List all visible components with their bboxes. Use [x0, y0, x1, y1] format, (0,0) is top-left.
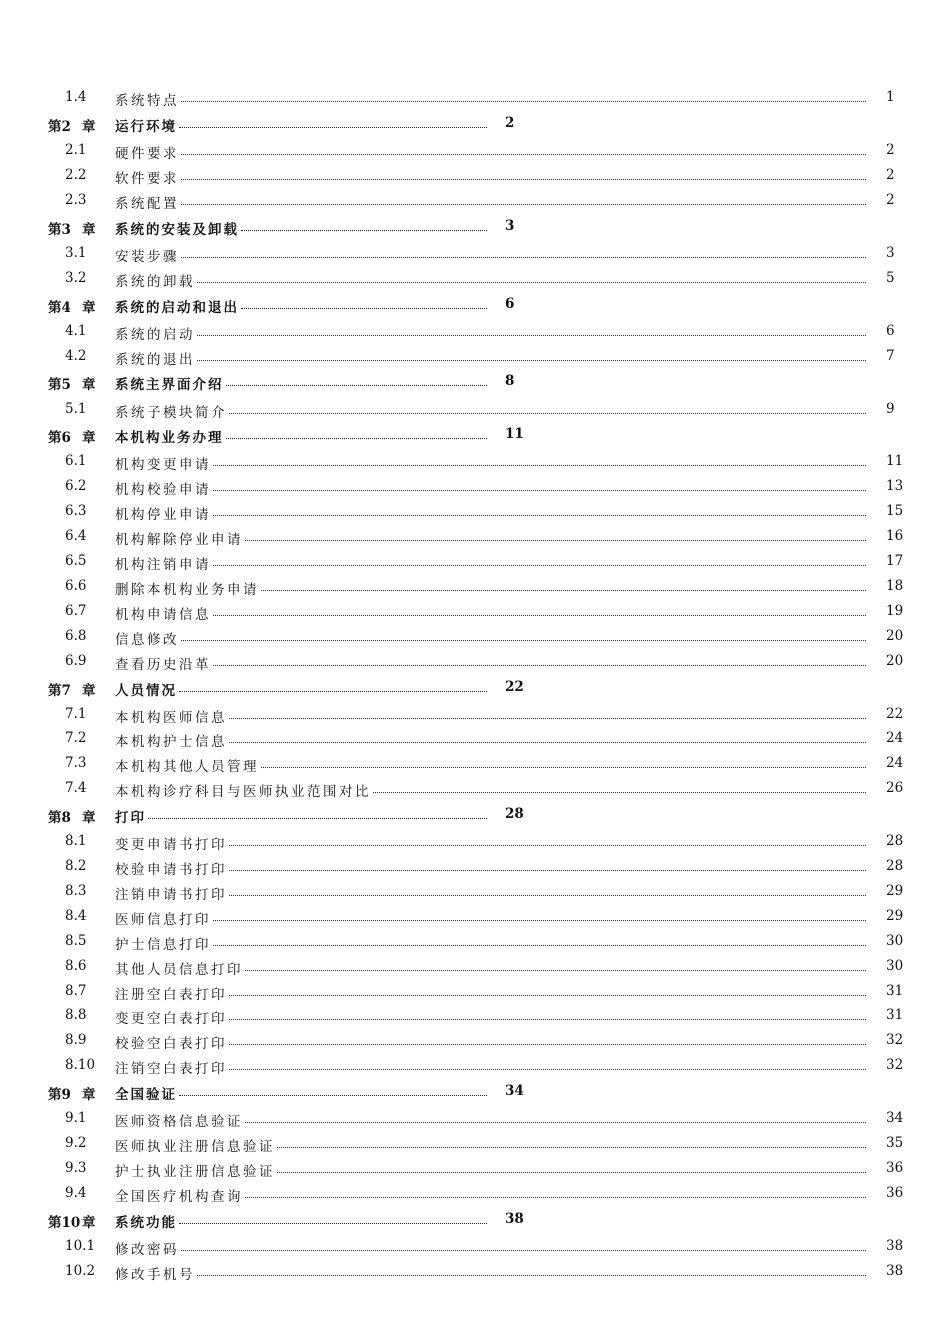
- dot-leader: [181, 257, 866, 258]
- section-number: 7.3: [65, 755, 87, 772]
- section-number: 6.6: [65, 577, 87, 594]
- page-number: 3: [505, 217, 515, 234]
- page-number: 2: [886, 191, 895, 208]
- dot-leader: [197, 335, 866, 336]
- chapter-label: 章: [82, 299, 96, 316]
- toc-chapter-entry[interactable]: [0, 213, 950, 241]
- page-number: 30: [886, 957, 904, 974]
- toc-section-entry[interactable]: [0, 1156, 950, 1181]
- dot-leader: [179, 1223, 487, 1224]
- toc-section-entry[interactable]: [0, 599, 950, 624]
- page-number: 31: [886, 1007, 904, 1024]
- page-number: 19: [886, 602, 904, 619]
- dot-leader: [213, 515, 866, 516]
- chapter-title: 系统的安装及卸载: [115, 221, 239, 238]
- toc-section-entry[interactable]: [0, 776, 950, 801]
- section-title: 其他人员信息打印: [115, 961, 243, 978]
- toc-section-entry[interactable]: [0, 549, 950, 574]
- section-title: 全国医疗机构查询: [115, 1188, 243, 1205]
- toc-section-entry[interactable]: [0, 726, 950, 751]
- section-number: 8.4: [65, 907, 87, 924]
- page-number: 34: [886, 1110, 904, 1127]
- section-number: 8.5: [65, 932, 87, 949]
- section-title: 查看历史沿革: [115, 656, 211, 673]
- section-title: 注销申请书打印: [115, 887, 227, 904]
- dot-leader: [229, 1044, 866, 1045]
- section-title: 修改密码: [115, 1241, 179, 1258]
- page-number: 28: [886, 858, 904, 875]
- page-number: 11: [886, 453, 904, 470]
- page-number: 24: [886, 730, 904, 747]
- page-number: 16: [886, 528, 904, 545]
- section-title: 系统的卸载: [115, 273, 195, 290]
- section-title: 机构停业申请: [115, 507, 211, 524]
- dot-leader: [229, 845, 866, 846]
- section-title: 机构注销申请: [115, 557, 211, 574]
- dot-leader: [213, 665, 866, 666]
- section-title: 变更申请书打印: [115, 837, 227, 854]
- page-number: 26: [886, 780, 904, 797]
- section-number: 8.8: [65, 1007, 87, 1024]
- section-number: 3.2: [65, 269, 87, 286]
- section-title: 医师资格信息验证: [115, 1114, 243, 1131]
- section-number: 7.1: [65, 705, 87, 722]
- section-title: 机构变更申请: [115, 457, 211, 474]
- dot-leader: [277, 1147, 866, 1148]
- toc-chapter-entry[interactable]: [0, 1206, 950, 1234]
- section-title: 信息修改: [115, 631, 179, 648]
- toc-section-entry[interactable]: [0, 344, 950, 369]
- page-number: 34: [505, 1083, 524, 1100]
- page-number: 17: [886, 553, 904, 570]
- page-number: 1: [886, 89, 895, 105]
- dot-leader: [181, 1250, 866, 1251]
- section-number: 9.2: [65, 1135, 87, 1152]
- page-number: 35: [886, 1135, 904, 1152]
- toc-section-entry[interactable]: [0, 524, 950, 549]
- page-number: 24: [886, 755, 904, 772]
- toc-section-entry[interactable]: [0, 1003, 950, 1028]
- section-title: 医师信息打印: [115, 911, 211, 928]
- dot-leader: [245, 1122, 866, 1123]
- chapter-number: 第10: [48, 1214, 81, 1231]
- chapter-number: 第2: [48, 118, 71, 135]
- chapter-number: 第3: [48, 221, 71, 238]
- dot-leader: [213, 565, 866, 566]
- section-number: 8.9: [65, 1032, 87, 1049]
- toc-section-entry[interactable]: [0, 449, 950, 474]
- section-number: 10.1: [65, 1237, 96, 1254]
- dot-leader: [245, 970, 866, 971]
- dot-leader: [179, 127, 487, 128]
- page-number: 38: [886, 1262, 904, 1279]
- dot-leader: [245, 540, 866, 541]
- toc-section-entry[interactable]: [0, 854, 950, 879]
- section-number: 6.5: [65, 553, 87, 570]
- page-number: 38: [505, 1210, 524, 1227]
- dot-leader: [229, 1019, 866, 1020]
- toc-section-entry[interactable]: [0, 138, 950, 163]
- section-title: 校验空白表打印: [115, 1036, 227, 1053]
- chapter-number: 第4: [48, 299, 71, 316]
- dot-leader: [229, 1069, 866, 1070]
- page-number: 13: [886, 478, 904, 495]
- dot-leader: [181, 640, 866, 641]
- page-number: 28: [886, 833, 904, 850]
- section-title: 修改手机号: [115, 1266, 195, 1283]
- page-number: 32: [886, 1032, 904, 1049]
- page-number: 18: [886, 577, 904, 594]
- page-number: 15: [886, 503, 904, 520]
- dot-leader: [261, 767, 866, 768]
- page-number: 38: [886, 1237, 904, 1254]
- dot-leader: [229, 413, 866, 414]
- page-number: 22: [505, 678, 524, 695]
- page-number: 6: [886, 322, 895, 339]
- dot-leader: [197, 360, 866, 361]
- dot-leader: [213, 945, 866, 946]
- toc-section-entry[interactable]: [0, 241, 950, 266]
- page-number: 36: [886, 1160, 904, 1177]
- page-number: 20: [886, 627, 904, 644]
- section-number: 9.1: [65, 1110, 87, 1127]
- toc-section-entry[interactable]: [0, 1028, 950, 1053]
- chapter-label: 章: [82, 682, 96, 699]
- page-number: 20: [886, 652, 904, 669]
- page-number: 11: [505, 426, 524, 443]
- section-number: 10.2: [65, 1262, 96, 1279]
- toc-section-entry[interactable]: [0, 188, 950, 213]
- dot-leader: [213, 615, 866, 616]
- page-number: 2: [886, 141, 895, 158]
- section-title: 安装步骤: [115, 248, 179, 265]
- dot-leader: [261, 590, 866, 591]
- dot-leader: [148, 818, 487, 819]
- section-number: 6.4: [65, 528, 87, 545]
- dot-leader: [245, 1197, 866, 1198]
- section-number: 3.1: [65, 244, 87, 261]
- dot-leader: [197, 1275, 866, 1276]
- dot-leader: [181, 204, 866, 205]
- toc-section-entry[interactable]: [0, 1106, 950, 1131]
- section-number: 1.4: [65, 89, 87, 105]
- section-number: 6.1: [65, 453, 87, 470]
- toc-section-entry[interactable]: [0, 702, 950, 727]
- toc-section-entry[interactable]: [0, 1234, 950, 1259]
- section-title: 系统的退出: [115, 351, 195, 368]
- section-title: 硬件要求: [115, 145, 179, 162]
- page-number: 5: [886, 269, 895, 286]
- dot-leader: [181, 101, 866, 102]
- chapter-title: 全国验证: [115, 1087, 177, 1104]
- page-number: 9: [886, 400, 895, 417]
- page-number: 28: [505, 806, 524, 823]
- page-number: 29: [886, 907, 904, 924]
- chapter-label: 章: [82, 118, 96, 135]
- dot-leader: [213, 465, 866, 466]
- section-number: 2.3: [65, 191, 87, 208]
- section-number: 9.4: [65, 1184, 87, 1201]
- dot-leader: [229, 718, 866, 719]
- page-number: 30: [886, 932, 904, 949]
- dot-leader: [197, 282, 866, 283]
- section-title: 护士执业注册信息验证: [115, 1164, 275, 1181]
- section-title: 系统的启动: [115, 326, 195, 343]
- chapter-title: 打印: [115, 810, 146, 827]
- toc-chapter-entry[interactable]: [0, 421, 950, 449]
- toc-section-entry[interactable]: [0, 879, 950, 904]
- toc-section-entry[interactable]: [0, 1131, 950, 1156]
- section-number: 8.6: [65, 957, 87, 974]
- toc-section-entry[interactable]: [0, 266, 950, 291]
- toc-section-entry[interactable]: [0, 929, 950, 954]
- section-number: 2.1: [65, 141, 87, 158]
- chapter-label: 章: [82, 221, 96, 238]
- toc-section-entry[interactable]: [0, 649, 950, 674]
- section-number: 7.4: [65, 780, 87, 797]
- toc-section-entry[interactable]: [0, 319, 950, 344]
- section-number: 8.2: [65, 858, 87, 875]
- section-number: 7.2: [65, 730, 87, 747]
- chapter-title: 系统的启动和退出: [115, 299, 239, 316]
- toc-section-entry[interactable]: [0, 829, 950, 854]
- section-number: 6.2: [65, 478, 87, 495]
- chapter-label: 章: [82, 377, 96, 394]
- dot-leader: [213, 920, 866, 921]
- dot-leader: [229, 895, 866, 896]
- section-number: 4.1: [65, 322, 87, 339]
- chapter-number: 第7: [48, 682, 71, 699]
- toc-section-entry[interactable]: [0, 474, 950, 499]
- dot-leader: [213, 490, 866, 491]
- section-number: 4.2: [65, 347, 87, 364]
- section-title: 本机构其他人员管理: [115, 759, 259, 776]
- section-title: 机构解除停业申请: [115, 532, 243, 549]
- toc-chapter-entry[interactable]: [0, 801, 950, 829]
- page-number: 3: [886, 244, 895, 261]
- page-number: 31: [886, 982, 904, 999]
- toc-section-entry[interactable]: [0, 954, 950, 979]
- chapter-number: 第8: [48, 810, 71, 827]
- page-number: 22: [886, 705, 904, 722]
- section-title: 机构申请信息: [115, 606, 211, 623]
- chapter-label: 章: [82, 1214, 96, 1231]
- chapter-number: 第5: [48, 377, 71, 394]
- toc-section-entry[interactable]: [0, 979, 950, 1004]
- toc-section-entry[interactable]: [0, 904, 950, 929]
- dot-leader: [226, 438, 487, 439]
- section-title: 本机构医师信息: [115, 709, 227, 726]
- page-number: 36: [886, 1184, 904, 1201]
- toc-chapter-entry[interactable]: [0, 110, 950, 138]
- chapter-label: 章: [82, 1087, 96, 1104]
- toc-section-entry[interactable]: [0, 1181, 950, 1206]
- section-title: 删除本机构业务申请: [115, 581, 259, 598]
- section-title: 机构校验申请: [115, 482, 211, 499]
- page-number: 8: [505, 373, 515, 390]
- toc-section-entry[interactable]: [0, 397, 950, 422]
- chapter-title: 本机构业务办理: [115, 430, 224, 447]
- dot-leader: [229, 870, 866, 871]
- section-title: 护士信息打印: [115, 936, 211, 953]
- dot-leader: [179, 1095, 487, 1096]
- dot-leader: [241, 308, 487, 309]
- page-number: 2: [505, 114, 515, 131]
- dot-leader: [181, 154, 866, 155]
- section-number: 6.8: [65, 627, 87, 644]
- dot-leader: [277, 1172, 866, 1173]
- toc-chapter-entry[interactable]: [0, 368, 950, 396]
- section-number: 8.7: [65, 982, 87, 999]
- section-title: 医师执业注册信息验证: [115, 1139, 275, 1156]
- page-number: 2: [886, 166, 895, 183]
- page-number: 6: [505, 295, 515, 312]
- section-title: 校验申请书打印: [115, 862, 227, 879]
- dot-leader: [373, 792, 866, 793]
- section-title: 变更空白表打印: [115, 1011, 227, 1028]
- toc-section-entry[interactable]: [0, 85, 950, 110]
- section-title: 系统配置: [115, 195, 179, 212]
- dot-leader: [181, 179, 866, 180]
- section-number: 9.3: [65, 1160, 87, 1177]
- table-of-contents: [0, 85, 950, 1284]
- dot-leader: [229, 995, 866, 996]
- section-number: 5.1: [65, 400, 87, 417]
- chapter-label: 章: [82, 430, 96, 447]
- toc-chapter-entry[interactable]: [0, 291, 950, 319]
- page-number: 32: [886, 1057, 904, 1074]
- toc-section-entry[interactable]: [0, 624, 950, 649]
- section-number: 8.1: [65, 833, 87, 850]
- section-title: 系统子模块简介: [115, 404, 227, 421]
- chapter-number: 第9: [48, 1087, 71, 1104]
- page-number: 29: [886, 883, 904, 900]
- toc-chapter-entry[interactable]: [0, 1078, 950, 1106]
- chapter-title: 人员情况: [115, 682, 177, 699]
- dot-leader: [229, 742, 866, 743]
- chapter-title: 系统功能: [115, 1214, 177, 1231]
- section-title: 注册空白表打印: [115, 986, 227, 1003]
- toc-section-entry[interactable]: [0, 1053, 950, 1078]
- chapter-title: 系统主界面介绍: [115, 377, 224, 394]
- toc-section-entry[interactable]: [0, 751, 950, 776]
- section-number: 6.3: [65, 503, 87, 520]
- toc-section-entry[interactable]: [0, 574, 950, 599]
- dot-leader: [179, 691, 487, 692]
- toc-section-entry[interactable]: [0, 499, 950, 524]
- chapter-label: 章: [82, 810, 96, 827]
- toc-section-entry[interactable]: [0, 1259, 950, 1284]
- section-title: 注销空白表打印: [115, 1061, 227, 1078]
- dot-leader: [226, 385, 487, 386]
- toc-section-entry[interactable]: [0, 163, 950, 188]
- section-title: 本机构诊疗科目与医师执业范围对比: [115, 784, 371, 801]
- section-number: 8.10: [65, 1057, 96, 1074]
- section-number: 8.3: [65, 883, 87, 900]
- chapter-title: 运行环境: [115, 118, 177, 135]
- section-title: 本机构护士信息: [115, 734, 227, 751]
- section-title: 系统特点: [115, 93, 179, 109]
- section-title: 软件要求: [115, 170, 179, 187]
- toc-chapter-entry[interactable]: [0, 674, 950, 702]
- section-number: 2.2: [65, 166, 87, 183]
- chapter-number: 第6: [48, 430, 71, 447]
- section-number: 6.9: [65, 652, 87, 669]
- dot-leader: [241, 230, 487, 231]
- section-number: 6.7: [65, 602, 87, 619]
- page-number: 7: [886, 347, 895, 364]
